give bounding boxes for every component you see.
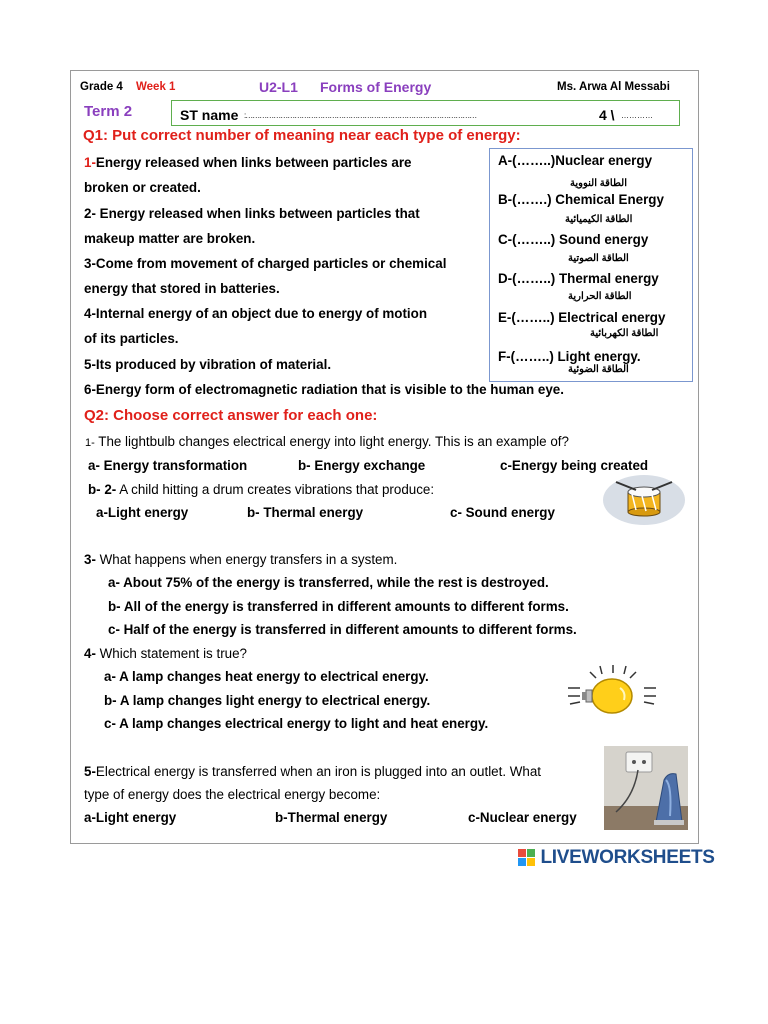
type-a-label[interactable]: A-(……..)Nuclear energy — [498, 153, 653, 168]
q2-5-option-c[interactable]: c-Nuclear energy — [468, 810, 577, 825]
q1-item-4-line-1: 4-Internal energy of an object due to energy of motion — [84, 306, 428, 321]
liveworksheets-logo — [518, 847, 715, 869]
week-label: Week 1 — [136, 81, 176, 93]
q1-item-2-line-2: makeup matter are broken. — [84, 231, 256, 246]
q1-item-5: 5-Its produced by vibration of material. — [84, 357, 332, 372]
q2-5-text-line-1: 5-Electrical energy is transferred when an iron is plugged into an outlet. What — [84, 764, 542, 779]
q2-2-text: b- 2- A child hitting a drum creates vibrations that produce: — [88, 482, 435, 497]
q1-item-4-line-2: of its particles. — [84, 331, 179, 346]
q1-title: Q1: Put correct number of meaning near each type of energy: — [83, 127, 521, 144]
type-b-label[interactable]: B-(…….) Chemical Energy — [498, 192, 664, 207]
q2-4-option-a[interactable]: a- A lamp changes heat energy to electrical energy. — [104, 669, 429, 684]
q2-4-option-c[interactable]: c- A lamp changes electrical energy to light and heat energy. — [104, 716, 489, 731]
q2-3-option-b[interactable]: b- All of the energy is transferred in different amounts to different forms. — [108, 599, 569, 614]
type-c-arabic: الطاقة الصوتية — [568, 253, 629, 264]
q2-1-option-c[interactable]: c-Energy being created — [500, 458, 649, 473]
type-d-label[interactable]: D-(……..) Thermal energy — [498, 271, 659, 286]
type-f-arabic: الطاقة الضوئية — [568, 364, 629, 375]
q1-item-3-line-1: 3-Come from movement of charged particles or chemical — [84, 256, 447, 271]
class-dots: ………… — [621, 111, 653, 120]
q2-1-option-a[interactable]: a- Energy transformation — [88, 458, 248, 473]
grade-label: Grade 4 — [80, 81, 123, 93]
q1-item-2-line-1: 2- Energy released when links between particles that — [84, 206, 420, 221]
type-a-arabic: الطاقة النووية — [570, 178, 627, 189]
type-c-label[interactable]: C-(……..) Sound energy — [498, 232, 649, 247]
q2-2-option-a[interactable]: a-Light energy — [96, 505, 189, 520]
class-label: 4 \ — [599, 107, 615, 123]
q2-4-option-b[interactable]: b- A lamp changes light energy to electrical energy. — [104, 693, 431, 708]
type-d-arabic: الطاقة الحرارية — [568, 291, 632, 302]
q2-2-option-c[interactable]: c- Sound energy — [450, 505, 555, 520]
q1-item-6: 6-Energy form of electromagnetic radiation that is visible to the human eye. — [84, 382, 564, 397]
liveworksheets-logo-icon — [518, 849, 536, 867]
lightbulb-icon — [566, 664, 658, 720]
q2-2-option-b[interactable]: b- Thermal energy — [247, 505, 364, 520]
q2-1-text: 1- The lightbulb changes electrical energy into light energy. This is an example of? — [85, 434, 569, 449]
student-name-dots: :……………………………………………………………………………………… — [244, 111, 477, 120]
liveworksheets-logo-text: LIVEWORKSHEETS — [540, 847, 715, 868]
q2-3-text: 3- What happens when energy transfers in a system. — [84, 552, 398, 567]
drum-icon — [602, 474, 686, 526]
q1-item-3-line-2: energy that stored in batteries. — [84, 281, 280, 296]
type-e-label[interactable]: E-(……..) Electrical energy — [498, 310, 666, 325]
q1-item-1-line-1: 1-Energy released when links between particles are — [84, 155, 412, 170]
student-name-label: ST name — [180, 107, 239, 123]
q2-5-option-a[interactable]: a-Light energy — [84, 810, 177, 825]
type-f-label[interactable]: F-(……..) Light energy. — [498, 349, 641, 364]
q2-5-text-line-2: type of energy does the electrical energy become: — [84, 787, 381, 802]
q1-item-1-line-2: broken or created. — [84, 180, 201, 195]
q2-title: Q2: Choose correct answer for each one: — [84, 407, 378, 424]
lesson-title: Forms of Energy — [320, 79, 432, 95]
q2-3-option-a[interactable]: a- About 75% of the energy is transferred, while the rest is destroyed. — [108, 575, 549, 590]
teacher-name: Ms. Arwa Al Messabi — [557, 81, 670, 93]
q2-5-option-b[interactable]: b-Thermal energy — [275, 810, 388, 825]
type-b-arabic: الطاقة الكيميائية — [565, 214, 633, 225]
type-e-arabic: الطاقة الكهربائية — [590, 328, 659, 339]
lesson-code: U2-L1 — [259, 79, 298, 95]
term-label: Term 2 — [84, 103, 133, 120]
q2-3-option-c[interactable]: c- Half of the energy is transferred in different amounts to different forms. — [108, 622, 577, 637]
q2-1-option-b[interactable]: b- Energy exchange — [298, 458, 426, 473]
iron-icon — [604, 746, 688, 830]
q2-4-text: 4- Which statement is true? — [84, 646, 247, 661]
